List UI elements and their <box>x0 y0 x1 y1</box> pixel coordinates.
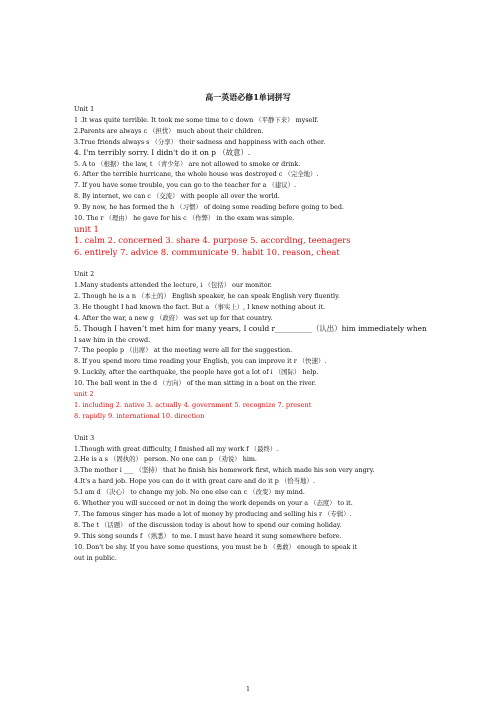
unit-1-line-10: 10. The r （理由） he gave for his c （作弊） in the exam was simple. <box>74 214 295 223</box>
unit-1-answers-row-1: 1. calm 2. concerned 3. share 4. purpose 5. according, teenagers <box>74 235 351 246</box>
unit-3-line-10: 10. Don't be shy. If you have some questions, you must be b （勇敢） enough to speak it <box>74 542 358 551</box>
unit-1-line-4: 4. I'm terribly sorry. I didn't do it on p （故意）. <box>74 147 251 157</box>
unit-3-line-3: 3.The mother i ___ （坚持） that he finish his homework first, which made his son very angry. <box>74 466 375 475</box>
unit-3-line-9: 9. This song sounds f （熟悉） to me. I must have heard it sung somewhere before. <box>74 531 342 540</box>
unit-2-line-5-cont: I saw him in the crowd. <box>74 335 151 344</box>
unit-3-line-4: 4.It's a hard job. Hope you can do it with great care and do it p （恰当地）. <box>74 477 315 486</box>
unit-2-line-4: 4. After the war, a new g （政府） was set up for that country. <box>74 313 273 322</box>
unit-2-line-8: 8. If you spend more time reading your English, you can improve it r （快速）. <box>74 357 327 366</box>
page-number: 1 <box>246 686 250 693</box>
unit-1-answers-row-2: 6. entirely 7. advice 8. communicate 9. habit 10. reason, cheat <box>74 246 340 257</box>
unit-1-line-5: 5. A to （根据）the law, t （青少年） are not allowed to smoke or drink. <box>74 159 301 168</box>
unit-2-heading: Unit 2 <box>74 270 95 279</box>
unit-2-line-5: 5. Though I haven’t met him for many years, I could r__________（认出）him immediately when <box>74 323 427 333</box>
unit-2-line-10: 10. The ball went in the d （方向） of the man sitting in a boat on the river. <box>74 379 317 388</box>
unit-2-line-7: 7. The people p （出席） at the meeting were all for the suggestion. <box>74 346 293 355</box>
unit-3-line-8: 8. The t （话题） of the discussion today is about how to spend our coming holiday. <box>74 520 342 529</box>
unit-1-heading: Unit 1 <box>74 105 95 113</box>
unit-3-heading: Unit 3 <box>74 433 95 442</box>
unit-3-line-5: 5.I am d （决心） to change my job. No one else can c （改变）my mind. <box>74 488 305 497</box>
unit-3-line-1: 1.Though with great difficulty, I finished all my work f （最终）. <box>74 444 279 453</box>
unit-1-line-6: 6. After the terrible hurricane, the whole house was destroyed c （完全地）. <box>74 170 319 179</box>
unit-1-line-1: 1 .It was quite terrible. It took me some time to c down （平静下来） myself. <box>74 115 319 124</box>
unit-2-line-3: 3. He thought I had known the fact. But a （事实上）, I knew nothing about it. <box>74 302 326 311</box>
unit-2-answers-row-1: 1. including 2. native 3. actually 4. government 5. recognize 7. present <box>74 400 312 409</box>
unit-2-answers-row-2: 8. rapidly 9. international 10. direction <box>74 411 205 420</box>
unit-1-line-3: 3.True friends always s （分享） their sadness and happiness with each other. <box>74 137 326 146</box>
page-title: 高一英语必修1单词拼写 <box>205 92 291 102</box>
unit-1-line-9: 9. By now, he has formed the h （习惯） of doing some reading before going to bed. <box>74 203 344 212</box>
unit-2-line-1: 1.Many students attended the lecture, i （包括） our monitor. <box>74 280 272 289</box>
unit-1-line-8: 8. By internet, we can c （交流） with people all over the world. <box>74 192 280 201</box>
unit-3-line-2: 2.He is a s （固执的） person. No one can p （劝说） him. <box>74 455 257 464</box>
unit-3-line-7: 7. The famous singer has made a lot of money by producing and selling his r （专辑）. <box>74 510 352 518</box>
unit-1-answer-label: unit 1 <box>74 223 99 234</box>
unit-2-answer-label: unit 2 <box>74 390 94 399</box>
unit-1-line-7: 7. If you have some trouble, you can go to the teacher for a （建议）. <box>74 181 297 190</box>
unit-3-line-6: 6. Whether you will succeed or not in doing the work depends on your a （态度） to it. <box>74 499 353 508</box>
unit-2-line-2: 2. Though he is a n （本土的） English speaker, he can speak English very fluently. <box>74 291 340 300</box>
content <box>74 104 458 564</box>
unit-3-line-10-cont: out in public. <box>74 553 117 562</box>
unit-2-line-9: 9. Luckily, after the earthquake, the people have got a lot of i （国际） help. <box>74 368 319 377</box>
unit-1-line-2: 2.Parents are always c （担忧） much about their children. <box>74 126 264 135</box>
